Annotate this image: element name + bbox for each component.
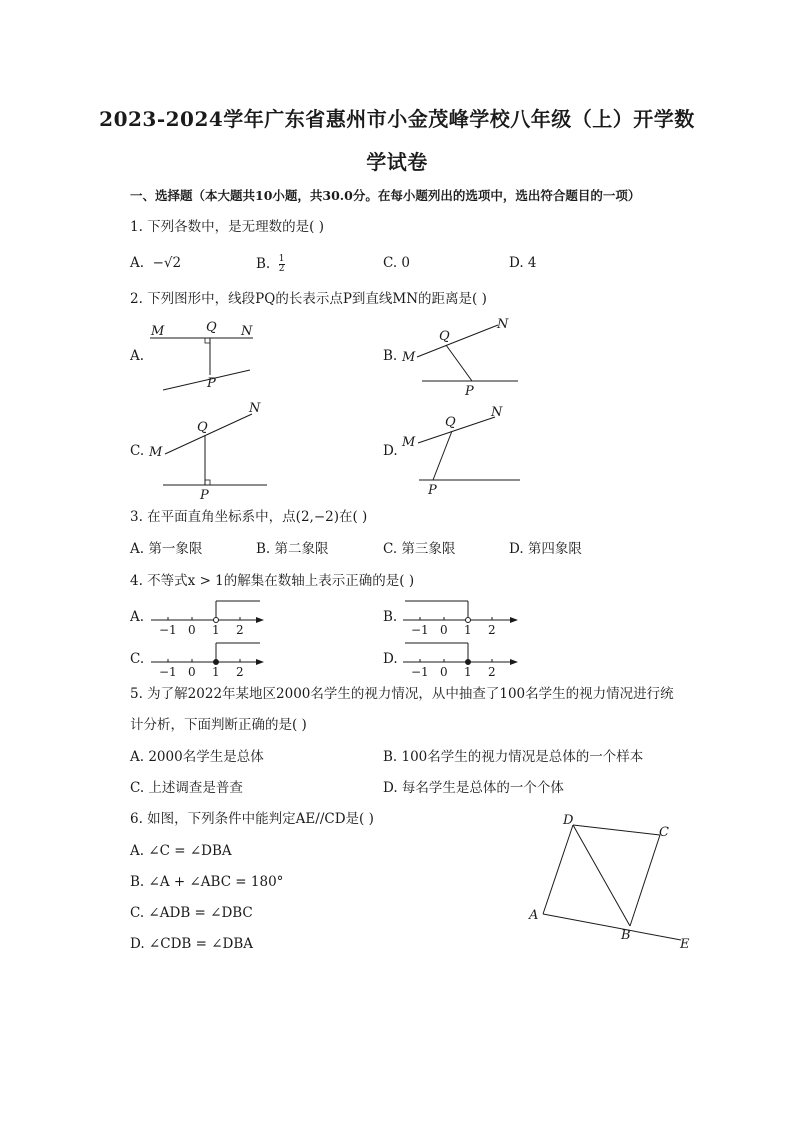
q1-option-b: B. $\frac{1}{2}$ bbox=[256, 254, 285, 274]
tick-label: 1 bbox=[464, 623, 472, 637]
tick-label: 2 bbox=[488, 623, 496, 637]
tick-label: −1 bbox=[159, 623, 177, 637]
q4-numberline-d bbox=[400, 640, 525, 678]
question-2-stem: 2. 下列图形中，线段PQ的长表示点P到直线MN的距离是( ) bbox=[130, 291, 487, 307]
tick-label: 0 bbox=[188, 665, 196, 679]
tick-label: 1 bbox=[212, 665, 220, 679]
q5-option-d: D. 每名学生是总体的一个个体 bbox=[383, 780, 564, 796]
label-M: M bbox=[149, 445, 163, 460]
q2-option-b-label: B. bbox=[383, 348, 398, 364]
q1-option-d: D. 4 bbox=[509, 255, 537, 271]
q2-option-d-label: D. bbox=[383, 443, 398, 459]
q5-option-a: A. 2000名学生是总体 bbox=[130, 749, 264, 765]
q2-figure-a bbox=[145, 315, 265, 395]
q3-option-b: B. 第二象限 bbox=[256, 541, 329, 557]
tick-label: 2 bbox=[236, 665, 244, 679]
label-B: B bbox=[621, 928, 631, 943]
section-heading: 一、选择题（本大题共10小题，共30.0分。在每小题列出的选项中，选出符合题目的一项） bbox=[130, 188, 641, 203]
q1-option-c: C. 0 bbox=[383, 255, 411, 271]
label-Q: Q bbox=[197, 420, 208, 435]
q3-option-d: D. 第四象限 bbox=[509, 541, 582, 557]
label-P: P bbox=[207, 376, 216, 391]
q2-figure-d bbox=[400, 400, 530, 500]
question-1-stem: 1. 下列各数中，是无理数的是( ) bbox=[130, 219, 324, 235]
tick-label: 0 bbox=[440, 623, 448, 637]
label-C: C bbox=[659, 825, 669, 840]
q5-option-b: B. 100名学生的视力情况是总体的一个样本 bbox=[383, 749, 644, 765]
label-Q: Q bbox=[206, 320, 217, 335]
label-P: P bbox=[428, 483, 437, 498]
tick-label: 1 bbox=[212, 623, 220, 637]
question-5-stem: 5. 为了解2022年某地区2000名学生的视力情况，从中抽查了100名学生的视力情况进行统 bbox=[130, 686, 674, 702]
q6-option-d: D. ∠CDB = ∠DBA bbox=[130, 936, 254, 952]
label-N: N bbox=[241, 324, 253, 339]
tick-label: −1 bbox=[159, 665, 177, 679]
tick-label: 1 bbox=[464, 665, 472, 679]
q3-option-a: A. 第一象限 bbox=[130, 541, 203, 557]
q4-numberline-c bbox=[148, 640, 268, 678]
q3-option-c: C. 第三象限 bbox=[383, 541, 456, 557]
q5-option-c: C. 上述调查是普查 bbox=[130, 780, 243, 796]
label-P: P bbox=[200, 488, 209, 503]
label-Q: Q bbox=[439, 329, 450, 344]
tick-label: −1 bbox=[411, 665, 429, 679]
label-E: E bbox=[680, 937, 690, 952]
q2-figure-b bbox=[400, 315, 530, 400]
label-P: P bbox=[465, 384, 474, 399]
label-M: M bbox=[402, 350, 416, 365]
tick-label: 0 bbox=[188, 623, 196, 637]
q4-option-b-label: B. bbox=[383, 609, 398, 625]
label-M: M bbox=[151, 324, 165, 339]
page-title: 2023-2024学年广东省惠州市小金茂峰学校八年级（上）开学数 bbox=[99, 107, 695, 131]
question-3-stem: 3. 在平面直角坐标系中，点(2,−2)在( ) bbox=[130, 509, 368, 525]
label-N: N bbox=[249, 401, 261, 416]
tick-label: −1 bbox=[411, 623, 429, 637]
label-A: A bbox=[529, 908, 539, 923]
question-6-stem: 6. 如图，下列条件中能判定AE//CD是( ) bbox=[130, 811, 374, 827]
label-N: N bbox=[491, 405, 503, 420]
tick-label: 2 bbox=[488, 665, 496, 679]
q4-option-c-label: C. bbox=[130, 651, 145, 667]
q6-option-b: B. ∠A + ∠ABC = 180° bbox=[130, 874, 284, 890]
tick-label: 0 bbox=[440, 665, 448, 679]
q6-figure bbox=[520, 805, 700, 955]
label-N: N bbox=[497, 317, 509, 332]
q4-option-a-label: A. bbox=[130, 609, 145, 625]
q4-numberline-a bbox=[148, 598, 268, 636]
question-4-stem: 4. 不等式x > 1的解集在数轴上表示正确的是( ) bbox=[130, 573, 415, 589]
label-M: M bbox=[402, 435, 416, 450]
q2-option-c-label: C. bbox=[130, 443, 145, 459]
question-5-stem-line2: 计分析，下面判断正确的是( ) bbox=[130, 717, 307, 733]
label-D: D bbox=[563, 813, 574, 828]
q6-option-c: C. ∠ADB = ∠DBC bbox=[130, 905, 253, 921]
page-title-line2: 学试卷 bbox=[366, 150, 428, 174]
q1-option-a: A. −√2 bbox=[130, 255, 182, 271]
q4-numberline-b bbox=[400, 598, 525, 636]
q6-option-a: A. ∠C = ∠DBA bbox=[130, 843, 232, 859]
label-Q: Q bbox=[445, 415, 456, 430]
q4-option-d-label: D. bbox=[383, 651, 398, 667]
tick-label: 2 bbox=[236, 623, 244, 637]
q2-option-a-label: A. bbox=[130, 348, 145, 364]
q2-figure-c bbox=[145, 398, 275, 503]
